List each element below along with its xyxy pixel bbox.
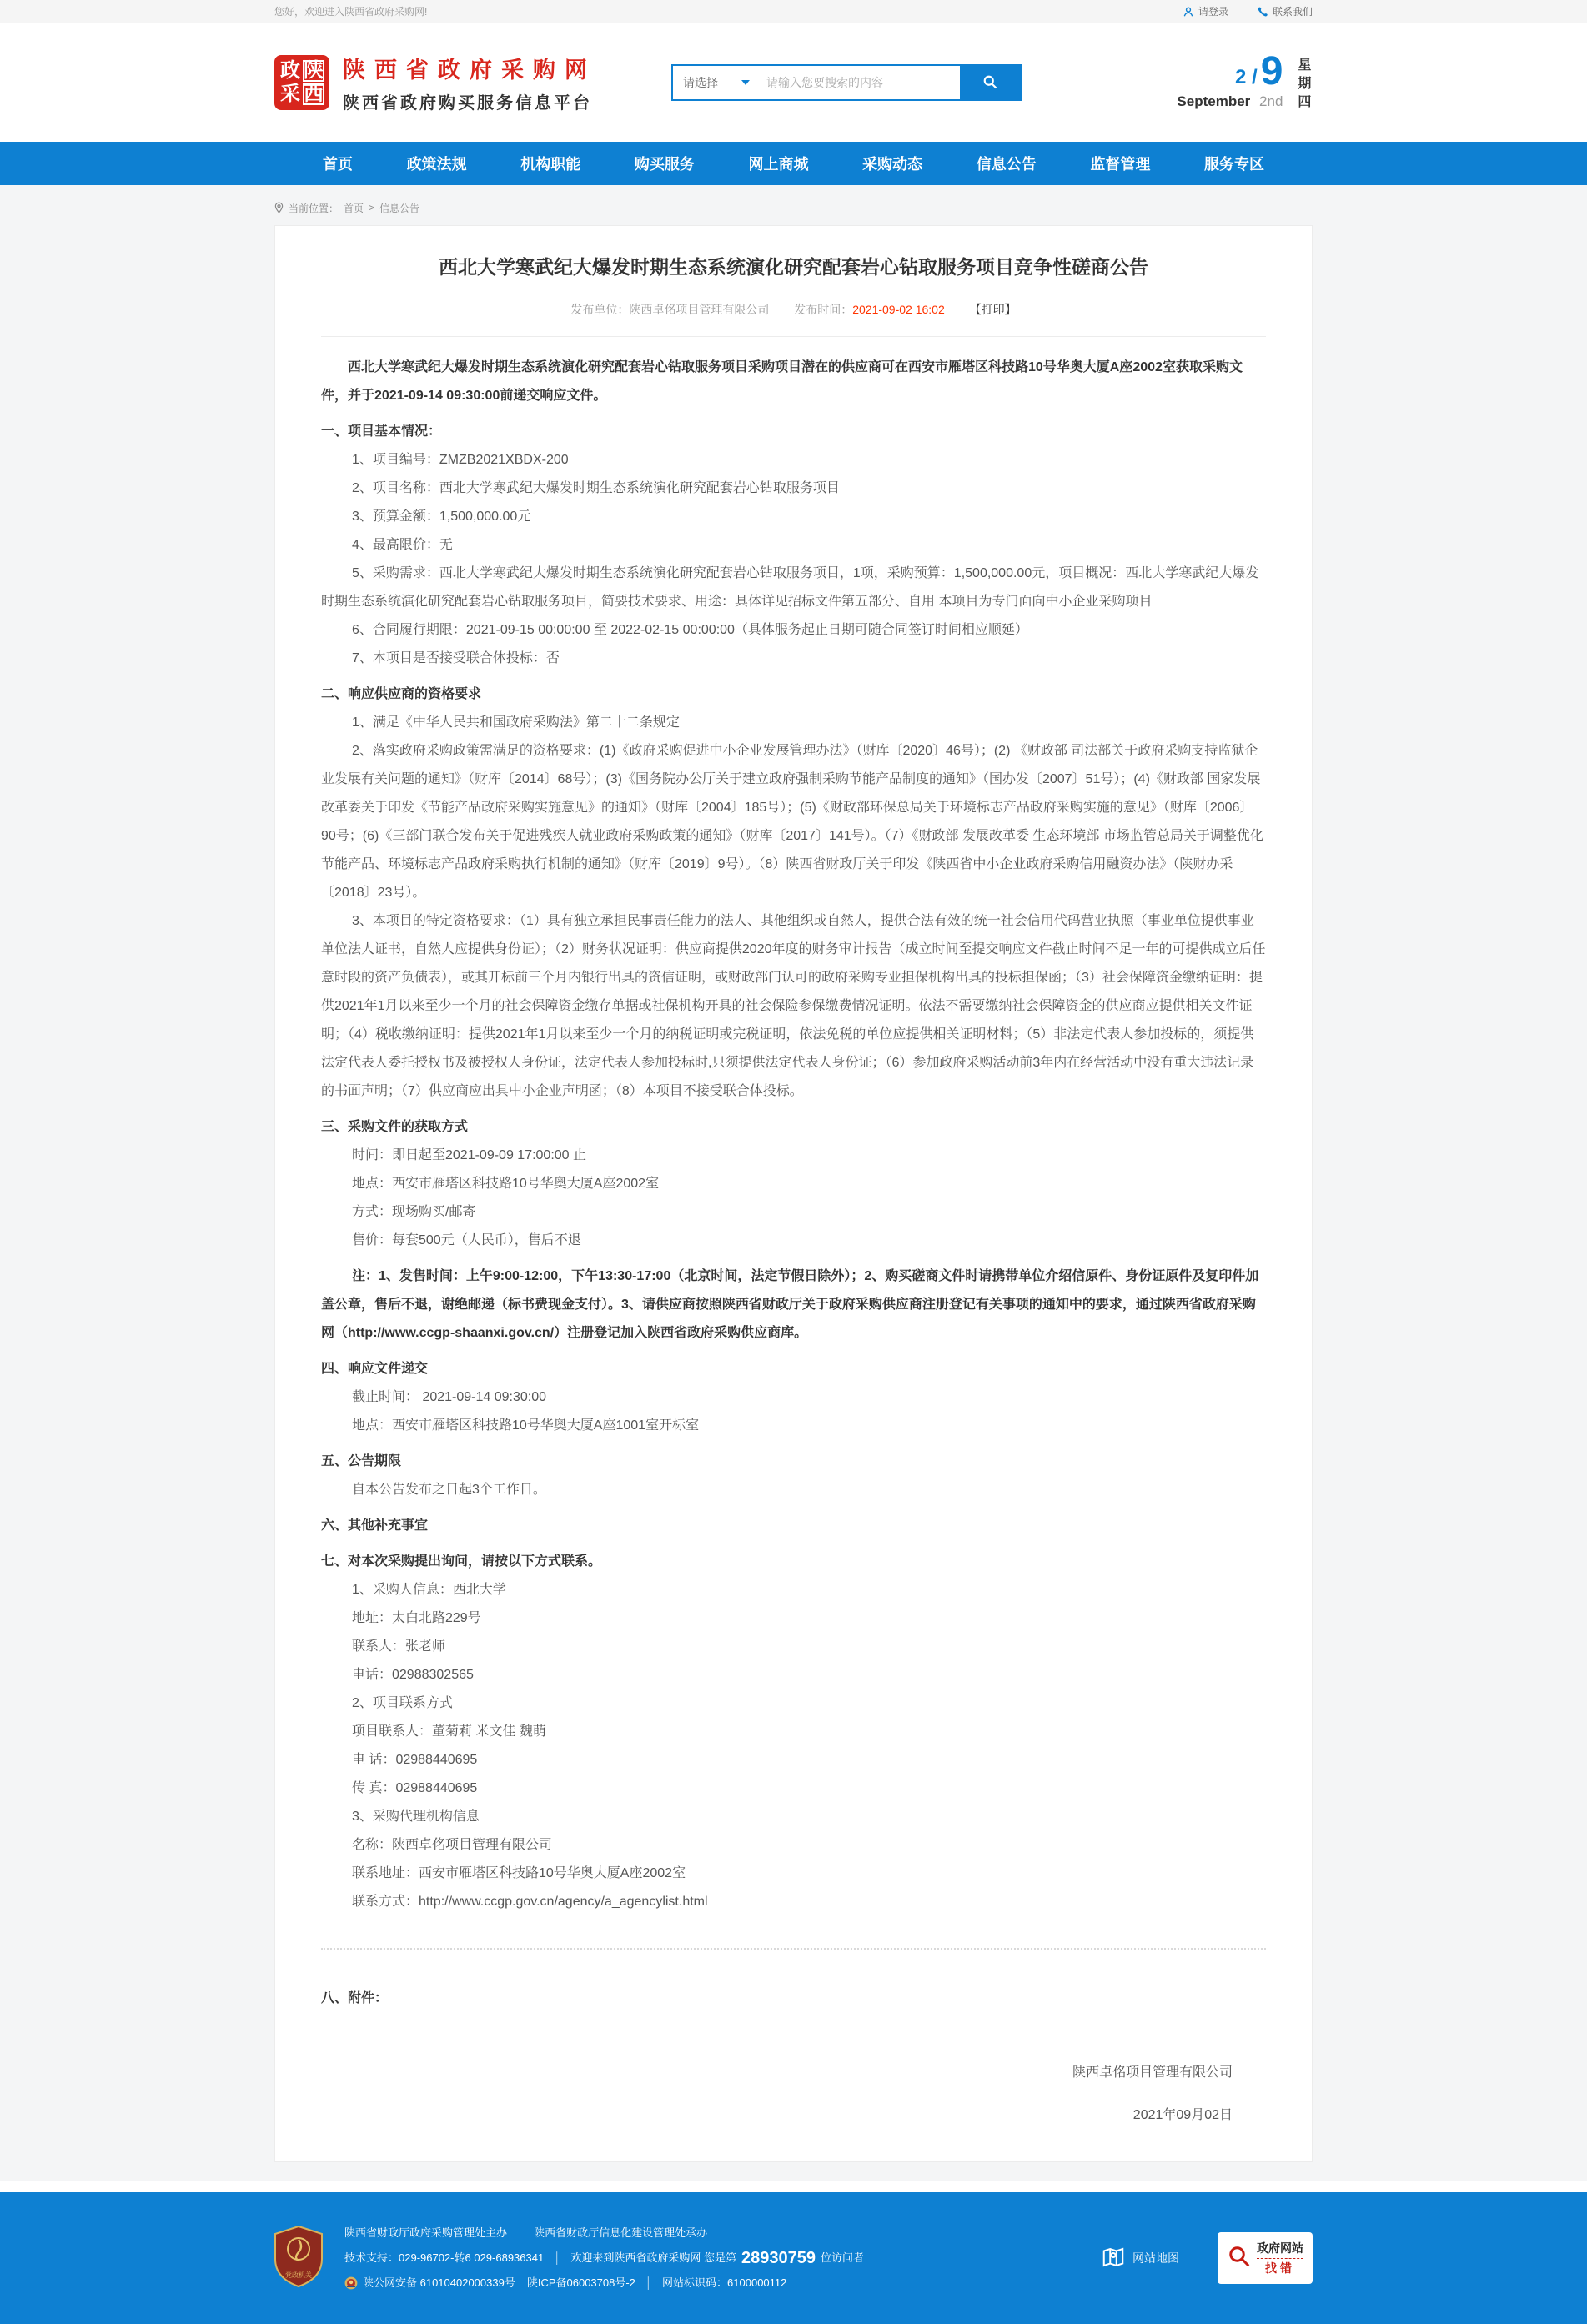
article-paragraph: 三、采购文件的获取方式 xyxy=(321,1120,469,1134)
site-logo[interactable] xyxy=(274,52,596,113)
nav-list xyxy=(274,142,1313,185)
location-pin-icon xyxy=(274,202,284,213)
search-icon xyxy=(982,73,998,93)
login-label: 请登录 xyxy=(1198,6,1228,18)
article-paragraph: 五、公告期限 xyxy=(321,1454,402,1468)
article-paragraph: 5、采购需求：西北大学寒武纪大爆发时期生态系统演化研究配套岩心钻取服务项目，1项，采购预算：1,500,000.00元，项目概况：西北大学寒武纪大爆发时期生态系统演化研究配套岩心钻取服务项目，简要技术要求、用途：具体详见招标文件第五部分、自用 本项目为专门面向中小企业采购项目 xyxy=(321,566,1259,609)
police-badge-icon xyxy=(344,2276,358,2290)
site-footer xyxy=(0,2192,1587,2324)
website-error-report-badge[interactable] xyxy=(1218,2232,1313,2284)
date-day-num: 9 xyxy=(1260,49,1283,93)
phone-icon xyxy=(1257,6,1268,18)
footer-line-2: 技术支持：029-96702-转6 029-68936341 │ 欢迎来到陕西省政府采购网 您是第 28930759 位访问者 xyxy=(344,2246,864,2271)
svg-text:党政机关: 党政机关 xyxy=(285,2271,312,2279)
top-bar xyxy=(0,0,1587,23)
login-link[interactable] xyxy=(1183,4,1228,18)
article-paragraph: 项目联系人：董菊莉 米文佳 魏萌 xyxy=(352,1724,546,1739)
article-paragraph: 方式：现场购买/邮寄 xyxy=(352,1205,476,1219)
date-month-num: 2 / xyxy=(1235,66,1258,88)
article-paragraph: 电 话：02988440695 xyxy=(352,1753,478,1767)
sitemap-label: 网站地图 xyxy=(1132,2251,1179,2265)
sitemap-link[interactable] xyxy=(1101,2245,1179,2272)
page-title: 西北大学寒武纪大爆发时期生态系统演化研究配套岩心钻取服务项目竞争性磋商公告 xyxy=(439,256,1148,278)
visitor-count: 28930759 xyxy=(741,2249,816,2267)
government-emblem-icon xyxy=(274,2226,323,2291)
meta-divider xyxy=(321,336,1266,337)
main-area xyxy=(0,185,1587,2181)
attachment-heading: 八、附件： xyxy=(321,1991,389,2005)
nav-item[interactable]: 监督管理 xyxy=(1090,156,1151,173)
contact-link[interactable] xyxy=(1257,4,1313,18)
breadcrumb-current[interactable]: 信息公告 xyxy=(379,202,420,214)
welcome-text: 您好，欢迎进入陕西省政府采购网! xyxy=(274,6,428,18)
chevron-down-icon xyxy=(741,80,750,85)
signature-company: 陕西卓佲项目管理有限公司 xyxy=(1072,2065,1233,2080)
search-input[interactable] xyxy=(758,66,960,99)
date-month-name: September xyxy=(1177,93,1251,109)
article-paragraph: 六、其他补充事宜 xyxy=(321,1518,429,1533)
breadcrumb-home[interactable]: 首页 xyxy=(344,202,364,214)
signature-date: 2021年09月02日 xyxy=(1132,2108,1233,2122)
site-header xyxy=(0,23,1587,142)
publisher-label: 发布单位： xyxy=(570,303,630,316)
error-magnifier-icon xyxy=(1227,2244,1252,2273)
article-paragraph: 截止时间： 2021-09-14 09:30:00 xyxy=(352,1390,547,1404)
footer-line-1: 陕西省财政厅政府采购管理处主办 │ 陕西省财政厅信息化建设管理处承办 xyxy=(344,2226,708,2239)
contact-label: 联系我们 xyxy=(1272,6,1313,18)
attachment-divider xyxy=(321,1948,1266,1950)
article-paragraph: 3、预算金额：1,500,000.00元 xyxy=(352,509,531,524)
article-paragraph: 地点：西安市雁塔区科技路10号华奥大厦A座1001室开标室 xyxy=(352,1418,700,1433)
nav-item[interactable]: 信息公告 xyxy=(976,156,1037,173)
error-badge-line1: 政府网站 xyxy=(1257,2241,1303,2255)
article-paragraph: 7、本项目是否接受联合体投标：否 xyxy=(352,651,560,665)
breadcrumb-sep: > xyxy=(369,202,375,213)
user-icon xyxy=(1183,6,1194,18)
nav-item[interactable]: 政策法规 xyxy=(406,156,467,173)
article-paragraph: 地址：太白北路229号 xyxy=(352,1611,481,1625)
article-paragraph: 西北大学寒武纪大爆发时期生态系统演化研究配套岩心钻取服务项目采购项目潜在的供应商可在西安市雁塔区科技路10号华奥大厦A座2002室获取采购文件，并于2021-09-14 09:30:00前递交响应文件。 xyxy=(321,360,1243,403)
announcement-card xyxy=(274,225,1313,2162)
article-paragraph: 四、响应文件递交 xyxy=(321,1362,429,1376)
publisher-value: 陕西卓佲项目管理有限公司 xyxy=(629,303,770,316)
nav-item[interactable]: 购买服务 xyxy=(634,156,695,173)
sitemap-icon xyxy=(1101,2245,1126,2272)
main-nav xyxy=(0,142,1587,185)
article-paragraph: 4、最高限价：无 xyxy=(352,538,453,552)
article-paragraph: 传 真：02988440695 xyxy=(352,1781,478,1795)
nav-item[interactable]: 机构职能 xyxy=(520,156,581,173)
search-category-select[interactable] xyxy=(673,66,758,99)
article-paragraph: 名称：陕西卓佲项目管理有限公司 xyxy=(352,1838,553,1852)
publish-time-label: 发布时间： xyxy=(794,303,853,316)
article-paragraph: 电话：02988302565 xyxy=(352,1668,474,1682)
error-badge-line2: 找错 xyxy=(1257,2258,1303,2276)
search-bar xyxy=(671,64,1022,101)
site-subtitle: 陕西省政府购买服务信息平台 xyxy=(343,94,592,113)
article-paragraph: 3、本项目的特定资格要求：（1）具有独立承担民事责任能力的法人、其他组织或自然人，提供合法有效的统一社会信用代码营业执照（事业单位提供事业单位法人证书，自然人应提供身份证）；（2）财务状况证明：供应商提供2020年度的财务审计报告（成立时间至提交响应文件截止时间不足一年的可提供成立后任意时段的资产负债表），或其开标前三个月内银行出具的资信证明，或财政部门认可的政府采购专业担保机构出具的投标担保函；（3）社会保障资金缴纳证明：提供2021年1月以来至少一个月的社会保障资金缴存单据或社保机构开具的社会保险参保缴费情况证明。依法不需要缴纳社会保障资金的供应商应提供相关文件证明；（4）税收缴纳证明：提供2021年1月以来至少一个月的纳税证明或完税证明，依法免税的单位应提供相关证明材料；（5）非法定代表人参加投标的，须提供法定代表人委托授权书及被授权人身份证，法定代表人参加投标时,只须提供法定代表人身份证；（6）参加政府采购活动前3年内在经营活动中没有重大违法记录的书面声明；（7）供应商应出具中小企业声明函；（8）本项目不接受联合体投标。 xyxy=(321,914,1266,1098)
article-paragraph: 售价：每套500元（人民币），售后不退 xyxy=(352,1233,581,1247)
article-paragraph: 联系方式：http://www.ccgp.gov.cn/agency/a_agencylist.html xyxy=(352,1895,708,1909)
date-widget xyxy=(1177,49,1313,112)
date-ordinal: 2nd xyxy=(1259,93,1283,109)
article-paragraph: 一、项目基本情况： xyxy=(321,424,442,439)
article-paragraph: 二、响应供应商的资格要求 xyxy=(321,687,482,701)
site-title: 陕西省政府采购网 xyxy=(343,58,596,83)
search-button[interactable] xyxy=(960,66,1020,99)
article-paragraph: 七、对本次采购提出询问，请按以下方式联系。 xyxy=(321,1554,602,1569)
article-paragraph: 自本公告发布之日起3个工作日。 xyxy=(352,1483,546,1497)
breadcrumb xyxy=(274,195,1313,220)
nav-item[interactable]: 服务专区 xyxy=(1204,156,1264,173)
article-paragraph: 2、项目联系方式 xyxy=(352,1696,453,1710)
article-paragraph: 地点：西安市雁塔区科技路10号华奥大厦A座2002室 xyxy=(352,1177,660,1191)
site-id-code: 网站标识码：6100000112 xyxy=(662,2276,787,2289)
article-paragraph: 1、满足《中华人民共和国政府采购法》第二十二条规定 xyxy=(352,715,680,730)
print-button[interactable]: 【打印】 xyxy=(969,303,1017,316)
article-paragraph: 时间：即日起至2021-09-09 17:00:00 止 xyxy=(352,1148,587,1162)
article-paragraph: 1、采购人信息：西北大学 xyxy=(352,1583,506,1597)
article-paragraph: 1、项目编号：ZMZB2021XBDX-200 xyxy=(352,453,569,467)
article-paragraph: 联系人：张老师 xyxy=(352,1639,446,1654)
article-paragraph: 6、合同履行期限：2021-09-15 00:00:00 至 2022-02-15 00:00:00（具体服务起止日期可随合同签订时间相应顺延） xyxy=(352,623,1028,637)
article-paragraph: 联系地址：西安市雁塔区科技路10号华奥大厦A座2002室 xyxy=(352,1866,686,1880)
search-category-value: 请选择 xyxy=(683,76,718,89)
article-paragraph: 2、项目名称：西北大学寒武纪大爆发时期生态系统演化研究配套岩心钻取服务项目 xyxy=(352,481,840,495)
article-paragraph: 3、采购代理机构信息 xyxy=(352,1810,480,1824)
article-paragraph: 注：1、发售时间：上午9:00-12:00，下午13:30-17:00（北京时间，法定节假日除外）；2、购买磋商文件时请携带单位介绍信原件、身份证原件及复印件加盖公章，售后不退，谢绝邮递（标书费现金支付）。3、请供应商按照陕西省财政厅关于政府采购供应商注册登记有关事项的通知中的要求，通过陕西省政府采购网（http://www.ccgp-shaanxi.gov.cn/）注册登记加入陕西省政府采购供应商库。 xyxy=(321,1269,1259,1340)
nav-item[interactable]: 采购动态 xyxy=(862,156,923,173)
signature-block xyxy=(321,2061,1266,2123)
footer-line-3: 陕公网安备 61010402000339号 陕ICP备06003708号-2 │ 网站标识码：6100000112 xyxy=(344,2271,864,2296)
article-body xyxy=(321,354,1266,1916)
publish-time-value: 2021-09-02 16:02 xyxy=(852,303,945,316)
icp-filing-number: 陕ICP备06003708号-2 xyxy=(526,2276,635,2289)
nav-item[interactable]: 首页 xyxy=(323,156,353,173)
breadcrumb-label: 当前位置： xyxy=(289,202,339,214)
article-paragraph: 2、落实政府采购政策需满足的资格要求：(1)《政府采购促进中小企业发展管理办法》（财库〔2020〕46号）；(2) 《财政部 司法部关于政府采购支持监狱企业发展有关问题的通知》（财库〔2014〕68号）；(3)《国务院办公厅关于建立政府强制采购节能产品制度的通知》（国办发〔2007〕51号）；(4)《财政部 国家发展改革委关于印发《节能产品政府采购实施意见》的通知》（财库〔2004〕185号）；(5)《财政部环保总局关于环境标志产品政府采购实施的意见》（财库〔2006〕90号；(6)《三部门联合发布关于促进残疾人就业政府采购政策的通知》（财库〔2017〕141号）。（7）《财政部 发展改革委 生态环境部 市场监管总局关于调整优化节能产品、环境标志产品政府采购执行机制的通知》（财库〔2019〕9号）。（8）陕西省财政厅关于印发《陕西省中小企业政府采购信用融资办法》（陕财办采〔2018〕23号）。 xyxy=(321,744,1263,900)
nav-item[interactable]: 网上商城 xyxy=(748,156,809,173)
article-meta xyxy=(321,301,1266,318)
police-filing-number: 陕公网安备 61010402000339号 xyxy=(363,2276,515,2289)
logo-seal-icon: 政 陕 采 西 xyxy=(274,55,329,110)
date-weekday: 星期四 xyxy=(1298,58,1312,109)
